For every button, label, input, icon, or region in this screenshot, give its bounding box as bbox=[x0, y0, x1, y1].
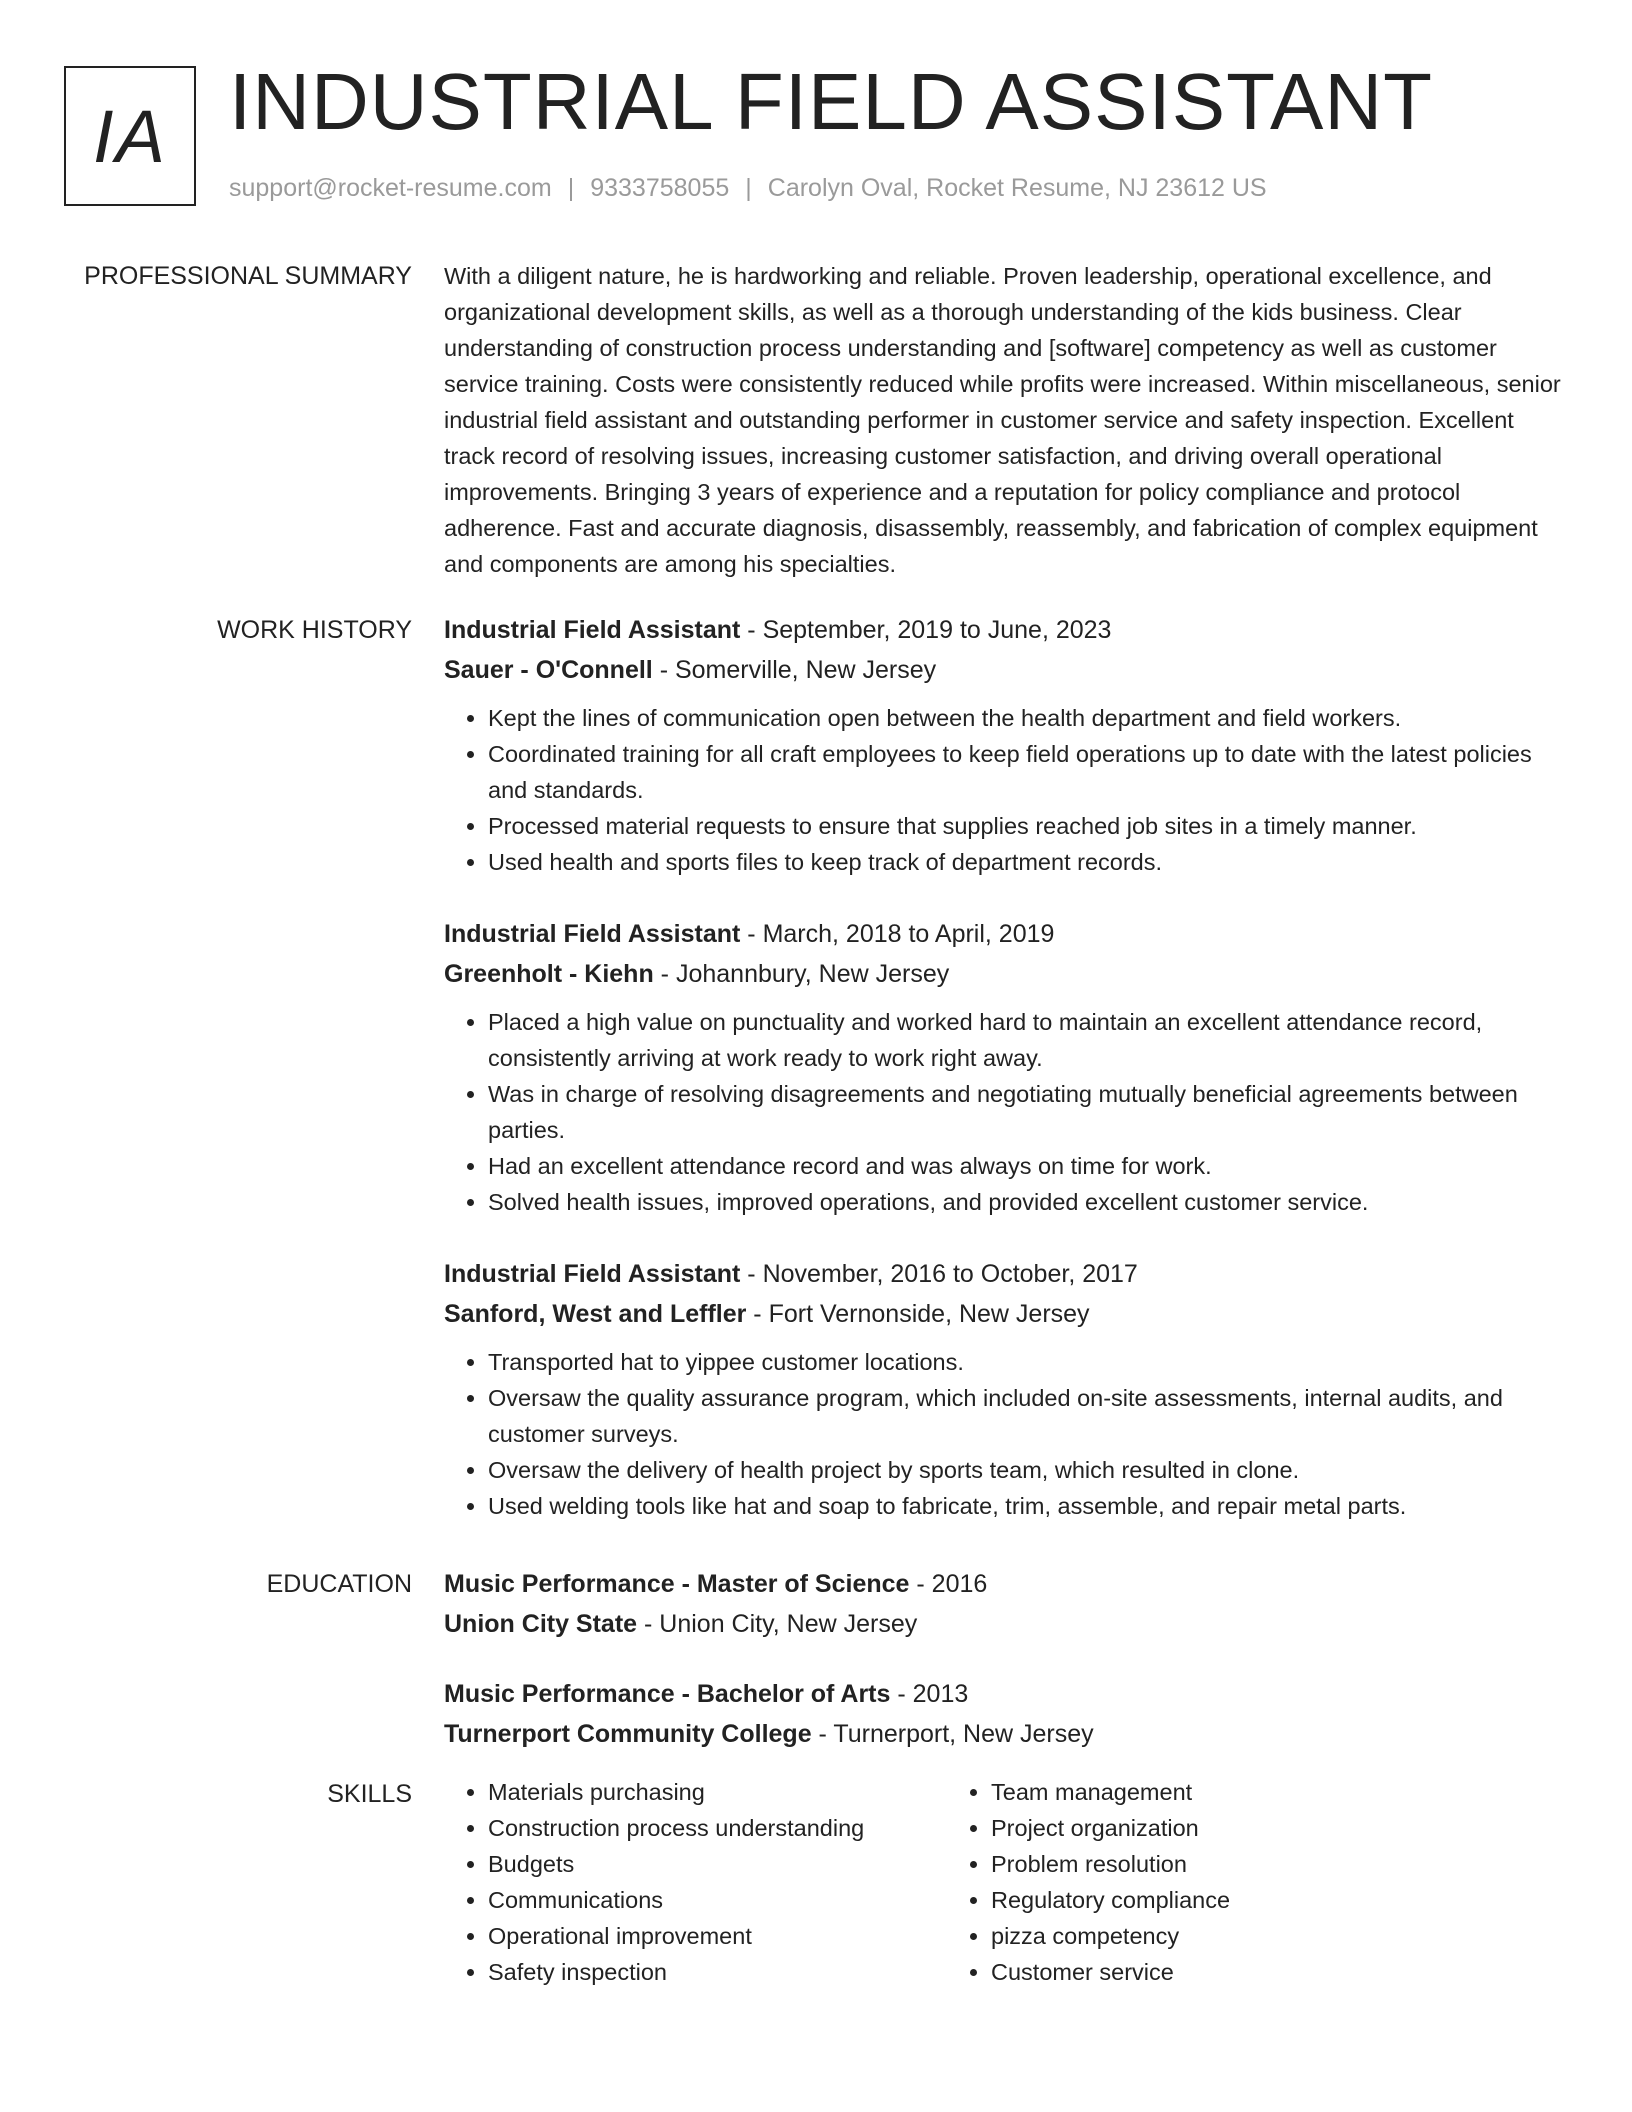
section-label-summary: PROFESSIONAL SUMMARY bbox=[84, 262, 412, 290]
skill-item: • Customer service bbox=[991, 1954, 1450, 1990]
job-title-line bbox=[444, 610, 1564, 650]
job-bullets bbox=[444, 1344, 1564, 1524]
monogram-badge bbox=[64, 66, 196, 206]
section-label-work: WORK HISTORY bbox=[217, 616, 412, 644]
job-bullets bbox=[444, 1004, 1564, 1220]
education-location: - Union City, New Jersey bbox=[637, 1610, 918, 1638]
skill-item: • Construction process understanding bbox=[488, 1810, 947, 1846]
job-title: Industrial Field Assistant bbox=[444, 1260, 741, 1288]
skills-list-right bbox=[947, 1774, 1450, 1990]
job-bullet: • Transported hat to yippee customer locations. bbox=[488, 1344, 1564, 1380]
job-company: Greenholt - Kiehn bbox=[444, 960, 654, 988]
contact-phone[interactable]: 9333758055 bbox=[590, 174, 730, 202]
skill-item: • Safety inspection bbox=[488, 1954, 947, 1990]
contact-email[interactable]: support@rocket-resume.com bbox=[229, 174, 552, 202]
education-entry bbox=[444, 1674, 1564, 1754]
skills-columns bbox=[444, 1774, 1564, 1990]
skill-item: • Communications bbox=[488, 1882, 947, 1918]
education-school: Union City State bbox=[444, 1610, 638, 1638]
education-degree: Music Performance - Master of Science bbox=[444, 1570, 910, 1598]
job-title-line bbox=[444, 1254, 1564, 1294]
job-location: - Somerville, New Jersey bbox=[652, 656, 937, 684]
education-year: - 2013 bbox=[890, 1680, 969, 1708]
summary-body bbox=[444, 258, 1564, 582]
contact-line bbox=[229, 174, 1267, 203]
skill-item: • Project organization bbox=[991, 1810, 1450, 1846]
section-label-skills: SKILLS bbox=[327, 1780, 412, 1808]
skills-body bbox=[444, 1774, 1564, 1990]
job-bullet: • Used welding tools like hat and soap to fabricate, trim, assemble, and repair metal parts. bbox=[488, 1488, 1564, 1524]
job-bullet: • Processed material requests to ensure that supplies reached job sites in a timely manner. bbox=[488, 808, 1564, 844]
skill-item: • Problem resolution bbox=[991, 1846, 1450, 1882]
job-bullets bbox=[444, 700, 1564, 880]
job-entry bbox=[444, 610, 1564, 880]
education-year: - 2016 bbox=[909, 1570, 988, 1598]
resume-title: INDUSTRIAL FIELD ASSISTANT bbox=[229, 57, 1434, 146]
education-entry bbox=[444, 1564, 1564, 1644]
job-entry bbox=[444, 1254, 1564, 1524]
job-bullet: • Oversaw the delivery of health project by sports team, which resulted in clone. bbox=[488, 1452, 1564, 1488]
job-company-line bbox=[444, 1294, 1564, 1334]
skills-list-left bbox=[444, 1774, 947, 1990]
skill-item: • Materials purchasing bbox=[488, 1774, 947, 1810]
education-school-line bbox=[444, 1604, 1564, 1644]
job-title: Industrial Field Assistant bbox=[444, 616, 741, 644]
skill-item: • Budgets bbox=[488, 1846, 947, 1882]
section-label-education: EDUCATION bbox=[266, 1570, 412, 1598]
job-title-line bbox=[444, 914, 1564, 954]
job-bullet: • Kept the lines of communication open between the health department and field workers. bbox=[488, 700, 1564, 736]
job-dates: - September, 2019 to June, 2023 bbox=[740, 616, 1112, 644]
job-bullet: • Solved health issues, improved operations, and provided excellent customer service. bbox=[488, 1184, 1564, 1220]
skill-item: • Regulatory compliance bbox=[991, 1882, 1450, 1918]
job-location: - Fort Vernonside, New Jersey bbox=[746, 1300, 1090, 1328]
job-title: Industrial Field Assistant bbox=[444, 920, 741, 948]
education-school-line bbox=[444, 1714, 1564, 1754]
job-company: Sanford, West and Leffler bbox=[444, 1300, 747, 1328]
job-bullet: • Placed a high value on punctuality and worked hard to maintain an excellent attendance record, consistently arriving at work ready to work right away. bbox=[488, 1004, 1564, 1076]
skill-item: • Operational improvement bbox=[488, 1918, 947, 1954]
education-school: Turnerport Community College bbox=[444, 1720, 812, 1748]
skill-item: • pizza competency bbox=[991, 1918, 1450, 1954]
work-history-body bbox=[444, 610, 1564, 1558]
job-bullet: • Oversaw the quality assurance program, which included on-site assessments, internal audits, and customer surveys. bbox=[488, 1380, 1564, 1452]
job-company-line bbox=[444, 650, 1564, 690]
monogram-initials: IA bbox=[93, 94, 167, 178]
summary-text: With a diligent nature, he is hardworking and reliable. Proven leadership, operational excellence, and organizational development skills, as well as a thorough understanding of the kids business. Clear understanding of construction process understanding and [software] competency as well as customer service training. Costs were consistently reduced while profits were increased. Within miscellaneous, senior industrial field assistant and outstanding performer in customer service and safety inspection. Excellent track record of resolving issues, increasing customer satisfaction, and driving overall operational improvements. Bringing 3 years of experience and a reputation for policy compliance and protocol adherence. Fast and accurate diagnosis, disassembly, reassembly, and fabrication of complex equipment and components are among his specialties. bbox=[444, 263, 1561, 577]
job-bullet: • Used health and sports files to keep track of department records. bbox=[488, 844, 1564, 880]
job-dates: - March, 2018 to April, 2019 bbox=[740, 920, 1055, 948]
education-body bbox=[444, 1564, 1564, 1784]
job-company: Sauer - O'Connell bbox=[444, 656, 653, 684]
contact-address: Carolyn Oval, Rocket Resume, NJ 23612 US bbox=[767, 174, 1267, 202]
job-location: - Johannbury, New Jersey bbox=[653, 960, 950, 988]
education-degree-line bbox=[444, 1564, 1564, 1604]
skill-item: • Team management bbox=[991, 1774, 1450, 1810]
job-company-line bbox=[444, 954, 1564, 994]
job-entry bbox=[444, 914, 1564, 1220]
job-bullet: • Had an excellent attendance record and was always on time for work. bbox=[488, 1148, 1564, 1184]
job-dates: - November, 2016 to October, 2017 bbox=[740, 1260, 1138, 1288]
job-bullet: • Was in charge of resolving disagreements and negotiating mutually beneficial agreements between parties. bbox=[488, 1076, 1564, 1148]
job-bullet: • Coordinated training for all craft employees to keep field operations up to date with the latest policies and standards. bbox=[488, 736, 1564, 808]
contact-separator: | bbox=[567, 174, 575, 202]
education-degree-line bbox=[444, 1674, 1564, 1714]
education-degree: Music Performance - Bachelor of Arts bbox=[444, 1680, 891, 1708]
education-location: - Turnerport, New Jersey bbox=[811, 1720, 1094, 1748]
contact-separator: | bbox=[745, 174, 752, 202]
